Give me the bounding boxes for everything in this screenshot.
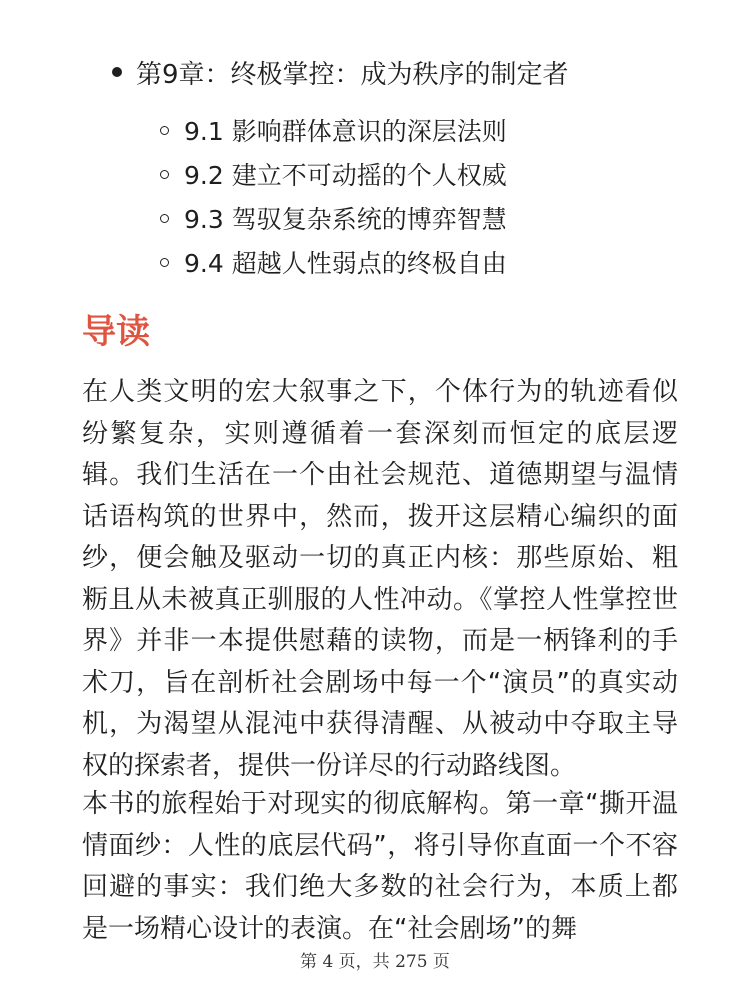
toc-section-title: 9.3 驾驭复杂系统的博弈智慧	[184, 205, 507, 234]
hollow-bullet-icon	[160, 214, 169, 223]
hollow-bullet-icon	[160, 258, 169, 267]
hollow-bullet-icon	[160, 126, 169, 135]
toc-section-title: 9.1 影响群体意识的深层法则	[184, 117, 507, 146]
filled-bullet-icon	[112, 67, 122, 77]
toc-section-list	[160, 108, 720, 284]
section-heading: 导读	[82, 312, 150, 352]
toc-chapter-title: 第9章：终极掌控：成为秩序的制定者	[136, 59, 569, 90]
intro-paragraph: 本书的旅程始于对现实的彻底解构。第一章“撕开温情面纱：人性的底层代码”，将引导你直面一个不容回避的事实：我们绝大多数的社会行为，本质上都是一场精心设计的表演。在“社会剧场”的舞	[82, 789, 678, 944]
toc-section-title: 9.4 超越人性弱点的终极自由	[184, 249, 507, 278]
toc-section-item	[160, 108, 720, 152]
toc-section-title: 9.2 建立不可动摇的个人权威	[184, 161, 507, 190]
toc-section-item	[160, 152, 720, 196]
toc-section-item	[160, 196, 720, 240]
toc-chapter-item	[112, 52, 569, 92]
intro-paragraph: 在人类文明的宏大叙事之下，个体行为的轨迹看似纷繁复杂，实则遵循着一套深刻而恒定的底层逻辑。我们生活在一个由社会规范、道德期望与温情话语构筑的世界中，然而，拨开这层精心编织的面纱，便会触及驱动一切的真正内核：那些原始、粗粝且从未被真正驯服的人性冲动。《掌控人性掌控世界》并非一本提供慰藉的读物，而是一柄锋利的手术刀，旨在剖析社会剧场中每一个“演员”的真实动机，为渴望从混沌中获得清醒、从被动中夺取主导权的探索者，提供一份详尽的行动路线图。	[82, 377, 678, 781]
toc-section-item	[160, 240, 720, 284]
hollow-bullet-icon	[160, 170, 169, 179]
page-number-footer: 第 4 页，共 275 页	[300, 952, 450, 972]
